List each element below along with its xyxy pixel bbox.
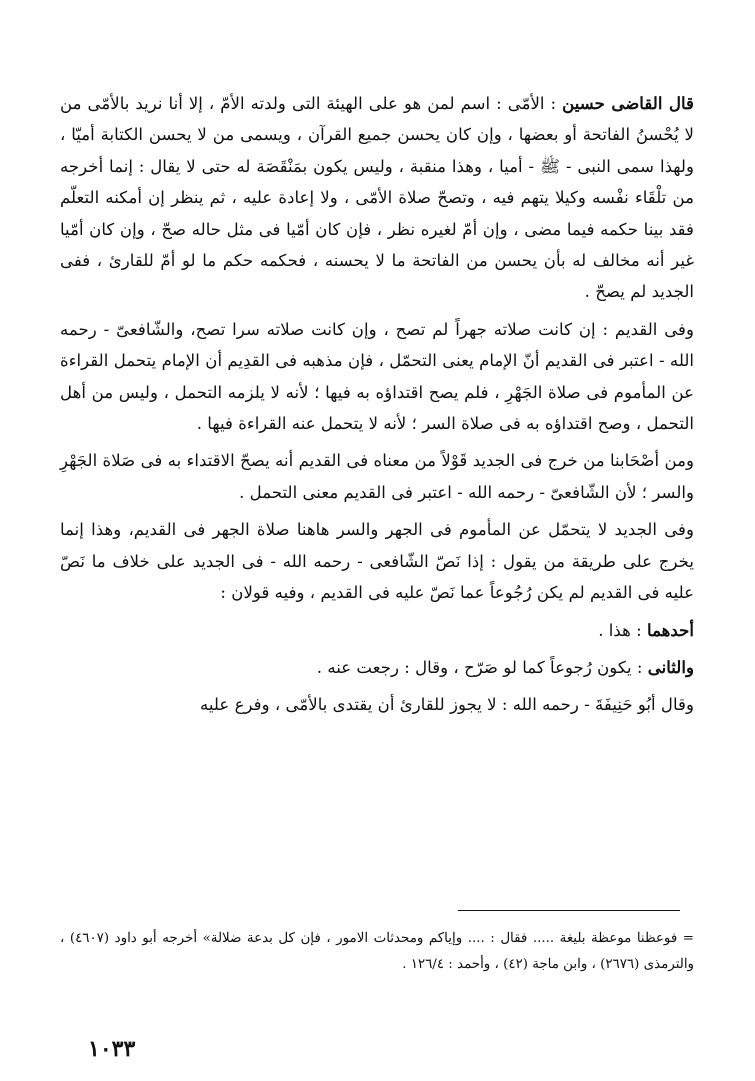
paragraph-text: : يكون رُجوعاً كما لو صَرّح ، وقال : رجعت عنه . (316, 657, 643, 677)
footnote: = فوعظنا موعظة بليغة ..... فقال : .... وإياكم ومحدثات الامور ، فإن كل بدعة ضلالة» أخرجه أبو داود (٤٦٠٧) ، والترمذى (٢٦٧٦) ، وابن ماجة (٤٢) ، وأحمد : ١٢٦/٤ . (60, 931, 694, 972)
paragraph (60, 314, 694, 440)
paragraph-text: : الأمّى : اسم لمن هو على الهيئة التى ولدته الأمّ ، إلا أنا نريد بالأمّى من لا يُحْسنُ الفاتحة أو بعضها ، وإن كان يحسن جميع القرآن ، ويسمى من لا يحسن الكتابة أميّا ، ولهذا سمى النبى - ﷺ - أميا ، وهذا منقبة ، وليس يكون بمَنْقَصَة له حتى لا يقال : إنما أخرجه من تلْقَاء نفْسه وكيلا يتهم فيه ، وتصحّ صلاة الأمّى ، ولا إعادة عليه ، ثم ينظر إن أمكنه التعلّم فقد بينا حكمه فيما مضى ، وإن أمّ لغيره نظر ، فإن كان أمّيا فى مثل حاله صحّ ، وإن كان أمّيا غير أنه مخالف له بأن يحسن من الفاتحة ما لا يحسنه ، فحكمه حكم ما لو أمّ للقارئ ، ففى الجديد لم يصحّ . (60, 94, 694, 302)
main-text (60, 88, 694, 721)
paragraph (60, 88, 694, 308)
paragraph (60, 615, 694, 646)
footnote-divider (458, 910, 680, 911)
paragraph-lead: والثانى (647, 656, 694, 677)
paragraph-text: : هذا . (598, 620, 642, 640)
paragraph-lead: أحدهما (647, 619, 694, 640)
paragraph (60, 689, 694, 720)
paragraph-text: وقال أبُو حَنِيفَةَ - رحمه الله : لا يجوز للقارئ أن يقتدى بالأمّى ، وفرع عليه (200, 695, 694, 715)
paragraph (60, 652, 694, 683)
paragraph (60, 514, 694, 608)
paragraph-text: وفى الجديد لا يتحمّل عن المأموم فى الجهر والسر هاهنا صلاة الجهر فى القديم، وهذا إنما يخرج على طريقة من يقول : إذا نَصّ الشّافعى - رحمه الله - فى الجديد على خلاف ما نَصّ عليه فى القديم لم يكن رُجُوعاً عما نَصّ عليه فى القديم ، وفيه قولان : (60, 520, 694, 603)
paragraph-text: وفى القديم : إن كانت صلاته جهراً لم تصح ، وإن كانت صلاته سرا تصح، والشّافعىّ - رحمه الله - اعتبر فى القديم أنّ الإمام يعنى التحمّل ، فإن مذهبه فى القدِيم أن الإمام يتحمل القراءة عن المأموم فى صلاة الجَهْرِ ، فلم يصح اقتداؤه به فيها ؛ لأنه لا يلزمه التحمل ، وليس من أهل التحمل ، وصح اقتداؤه به فى صلاة السر ؛ لأنه لا يتحمل عنه القراءة فيها . (60, 319, 694, 434)
paragraph-lead: قال القاضى حسين (562, 93, 694, 113)
paragraph (60, 445, 694, 508)
paragraph-text: ومن أصْحَابنا من خرج فى الجديد قَوْلاً من معناه فى القديم أنه يصحّ الاقتداء به فى صَلاة الجَهْرِ والسر ؛ لأن الشّافعىّ - رحمه الله - اعتبر فى القديم معنى التحمل . (60, 451, 694, 502)
page-number: ١٠٣٣ (88, 1036, 136, 1062)
